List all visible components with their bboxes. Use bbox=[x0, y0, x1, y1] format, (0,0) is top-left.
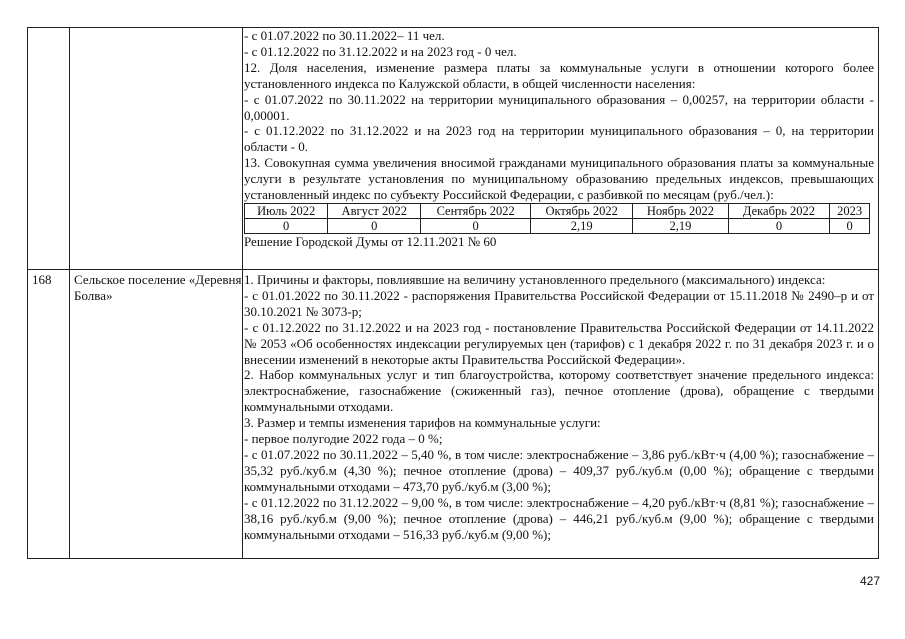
table-header-cell: Август 2022 bbox=[328, 203, 421, 218]
table-header-cell: Сентябрь 2022 bbox=[421, 203, 531, 218]
page-number: 427 bbox=[860, 574, 881, 588]
decision-reference: Решение Городской Думы от 12.11.2021 № 60 bbox=[244, 233, 497, 249]
paragraph-1a: - с 01.01.2022 по 30.11.2022 - распоряжения Правительства Российской Федерации от 15.11.2018 № 2490–р и от 30.10.2021 № 3073-р; bbox=[244, 287, 874, 319]
table-cell: 0 bbox=[830, 218, 870, 233]
paragraph-3b: - с 01.07.2022 по 30.11.2022 – 5,40 %, в том числе: электроснабжение – 3,86 руб./кВт·ч (4,00 %); газоснабжение – 35,32 руб./куб.м (4,30 %); печное отопление (дрова) – 409,37 руб./куб.м (0,00 %); обращение с твердыми коммунальными отходами – 473,70 руб./куб.м (3,00 %); bbox=[244, 446, 874, 494]
paragraph-12a: - с 01.07.2022 по 30.11.2022 на территории муниципального образования – 0,00257, на территории области - 0,00001. bbox=[244, 91, 874, 123]
paragraph-12: 12. Доля населения, изменение размера платы за коммунальные услуги в отношении которого более установленного индекса по Калужской области, в общей численности населения: bbox=[244, 59, 874, 91]
table-row bbox=[245, 218, 870, 233]
table-header-cell: Декабрь 2022 bbox=[728, 203, 830, 218]
row-168-content bbox=[244, 272, 874, 542]
table-cell: 2,19 bbox=[633, 218, 728, 233]
table-cell: 0 bbox=[328, 218, 421, 233]
document-table bbox=[27, 27, 879, 559]
table-cell: 2,19 bbox=[531, 218, 633, 233]
paragraph-1: 1. Причины и факторы, повлиявшие на величину установленного предельного (максимального) индекса: bbox=[244, 272, 826, 287]
top-block-content bbox=[244, 28, 874, 250]
paragraph-3: 3. Размер и темпы изменения тарифов на коммунальные услуги: bbox=[244, 415, 601, 431]
monthly-increase-table bbox=[244, 203, 870, 234]
row-number: 168 bbox=[32, 272, 52, 287]
column-divider bbox=[69, 28, 70, 558]
text-line: - с 01.07.2022 по 30.11.2022– 11 чел. bbox=[244, 28, 445, 43]
municipality-name: Сельское поселение «Деревня Болва» bbox=[74, 272, 242, 303]
paragraph-3c: - с 01.12.2022 по 31.12.2022 – 9,00 %, в том числе: электроснабжение – 4,20 руб./кВт·ч (8,81 %); газоснабжение – 38,16 руб./куб.м (9,00 %); печное отопление (дрова) – 446,21 руб./куб.м (9,00 %); обращение с твердыми коммунальными отходами – 516,33 руб./куб.м (9,00 %); bbox=[244, 494, 874, 542]
table-header-cell: Ноябрь 2022 bbox=[633, 203, 728, 218]
paragraph-3a: - первое полугодие 2022 года – 0 %; bbox=[244, 431, 443, 447]
paragraph-13: 13. Совокупная сумма увеличения вносимой гражданами муниципального образования платы за коммунальные услуги в результате установления по муниципальному образованию предельных индексов, превышающих установленный индекс по субъекту Российской Федерации, с разбивкой по месяцам (руб./чел.): bbox=[244, 155, 874, 203]
table-header-cell: 2023 bbox=[830, 203, 870, 218]
table-header-cell: Июль 2022 bbox=[245, 203, 328, 218]
table-cell: 0 bbox=[728, 218, 830, 233]
paragraph-2: 2. Набор коммунальных услуг и тип благоустройства, которому соответствует значение предельного индекса: электроснабжение, газоснабжение (сжиженный газ), печное отопление (дрова), обращение с твердыми коммунальными отходами. bbox=[244, 367, 874, 415]
paragraph-12b: - с 01.12.2022 по 31.12.2022 и на 2023 год на территории муниципального образования – 0, на территории области - 0. bbox=[244, 123, 874, 155]
table-header-cell: Октябрь 2022 bbox=[531, 203, 633, 218]
table-cell: 0 bbox=[245, 218, 328, 233]
text-line: - с 01.12.2022 по 31.12.2022 и на 2023 год - 0 чел. bbox=[244, 43, 517, 59]
table-cell: 0 bbox=[421, 218, 531, 233]
paragraph-1b: - с 01.12.2022 по 31.12.2022 и на 2023 год - постановление Правительства Российской Федерации от 14.11.2022 № 2053 «Об особенностях индексации регулируемых цен (тарифов) с 1 декабря 2022 г. по 31 декабря 2023 г. и о внесении изменений в некоторые акты Правительства Российской Федерации». bbox=[244, 319, 874, 367]
table-header-row bbox=[245, 203, 870, 218]
column-divider bbox=[242, 28, 243, 558]
row-divider bbox=[28, 269, 878, 270]
